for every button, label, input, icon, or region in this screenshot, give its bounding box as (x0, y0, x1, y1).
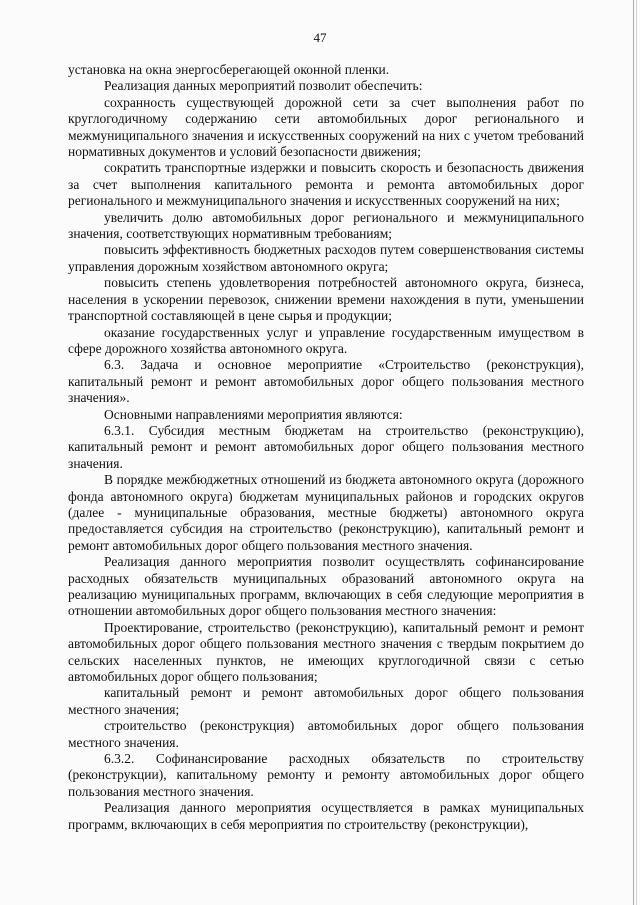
paragraph: 6.3.1. Субсидия местным бюджетам на строительство (реконструкцию), капитальный ремонт и ремонт автомобильных дорог общего пользования местного значения. (68, 422, 584, 471)
paragraph: 6.3.2. Софинансирование расходных обязательств по строительству (реконструкции), капитальному ремонту и ремонту автомобильных дорог общего пользования местного значения. (68, 751, 584, 799)
paragraph: 6.3. Задача и основное мероприятие «Строительство (реконструкция), капитальный ремонт и ремонт автомобильных дорог общего пользования местного значения». (68, 357, 584, 406)
paragraph: Основными направлениями мероприятия являются: (104, 406, 403, 422)
paragraph: сократить транспортные издержки и повысить скорость и безопасность движения за счет выполнения капитального ремонта и ремонта автомобильных дорог регионального и межмуниципального значения и искусственных сооружений на них; (68, 160, 584, 209)
paragraph: строительство (реконструкция) автомобильных дорог общего пользования местного значения. (68, 718, 584, 750)
paragraph: повысить эффективность бюджетных расходов путем совершенствования системы управления дорожным хозяйством автономного округа; (68, 242, 584, 274)
document-body (68, 62, 584, 833)
paragraph: капитальный ремонт и ремонт автомобильных дорог общего пользования местного значения; (68, 685, 584, 717)
paragraph: Проектирование, строительство (реконструкцию), капитальный ремонт и ремонт автомобильных дорог общего пользования местного значения с твердым покрытием до сельских населенных пунктов, не имеющих круглогодичной связи с сетью автомобильных дорог общего пользования; (68, 619, 584, 685)
paragraph: оказание государственных услуг и управление государственным имуществом в сфере дорожного хозяйства автономного округа. (68, 324, 584, 356)
paragraph: увеличить долю автомобильных дорог регионального и межмуниципального значения, соответствующих нормативным требованиям; (68, 209, 584, 242)
paragraph: Реализация данного мероприятия позволит осуществлять софинансирование расходных обязательств муниципальных образований автономного округа на реализацию муниципальных программ, включающих в себя следующие мероприятия в отношении автомобильных дорог общего пользования местного значения: (68, 554, 584, 619)
paragraph: Реализация данного мероприятия осуществляется в рамках муниципальных программ, включающих в себя мероприятия по строительству (реконструкции), (68, 800, 584, 832)
paragraph: повысить степень удовлетворения потребностей автономного округа, бизнеса, населения в ускорении перевозок, снижении времени нахождения в пути, уменьшении транспортной составляющей в цене сырья и продукции; (68, 275, 584, 324)
paragraph: Реализация данных мероприятий позволит обеспечить: (104, 78, 423, 94)
scan-edge-line (633, 0, 634, 905)
paragraph: сохранность существующей дорожной сети за счет выполнения работ по круглогодичному содержанию сети автомобильных дорог регионального и межмуниципального значения и искусственных сооружений на них с учетом требований нормативных документов и условий безопасности движения; (68, 94, 584, 160)
paragraph: установка на окна энергосберегающей оконной пленки. (68, 62, 390, 77)
paragraph: В порядке межбюджетных отношений из бюджета автономного округа (дорожного фонда автономного округа) бюджетам муниципальных районов и городских округов (далее - муниципальные образования, местные бюджеты) автономного округа предоставляется субсидия на строительство (реконструкцию), капитальный ремонт и ремонт автомобильных дорог общего пользования местного значения. (68, 472, 584, 553)
scan-edge-line-secondary (636, 0, 637, 905)
page-number: 47 (313, 30, 327, 45)
